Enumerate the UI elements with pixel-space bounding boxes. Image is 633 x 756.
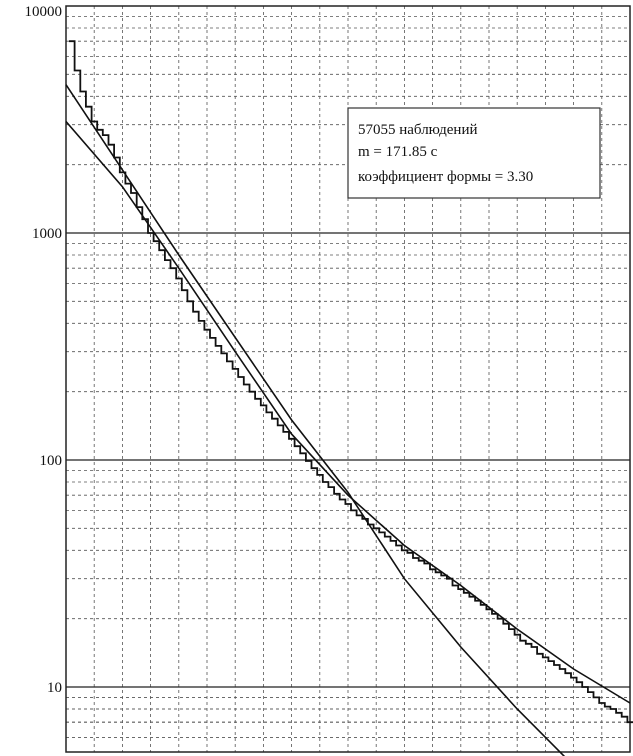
y-tick-label: 100 xyxy=(39,453,62,469)
y-tick-label: 1000 xyxy=(32,226,62,242)
fit-curve xyxy=(66,122,630,704)
annotation-line: m = 171.85 c xyxy=(358,144,438,160)
y-tick-label: 10 xyxy=(47,680,62,696)
y-tick-label: 10000 xyxy=(24,4,62,20)
annotation-line: 57055 наблюдений xyxy=(358,122,478,138)
annotation-box xyxy=(348,108,600,198)
annotation-line: коэффициент формы = 3.30 xyxy=(358,169,534,185)
y-tick-labels xyxy=(25,4,63,696)
